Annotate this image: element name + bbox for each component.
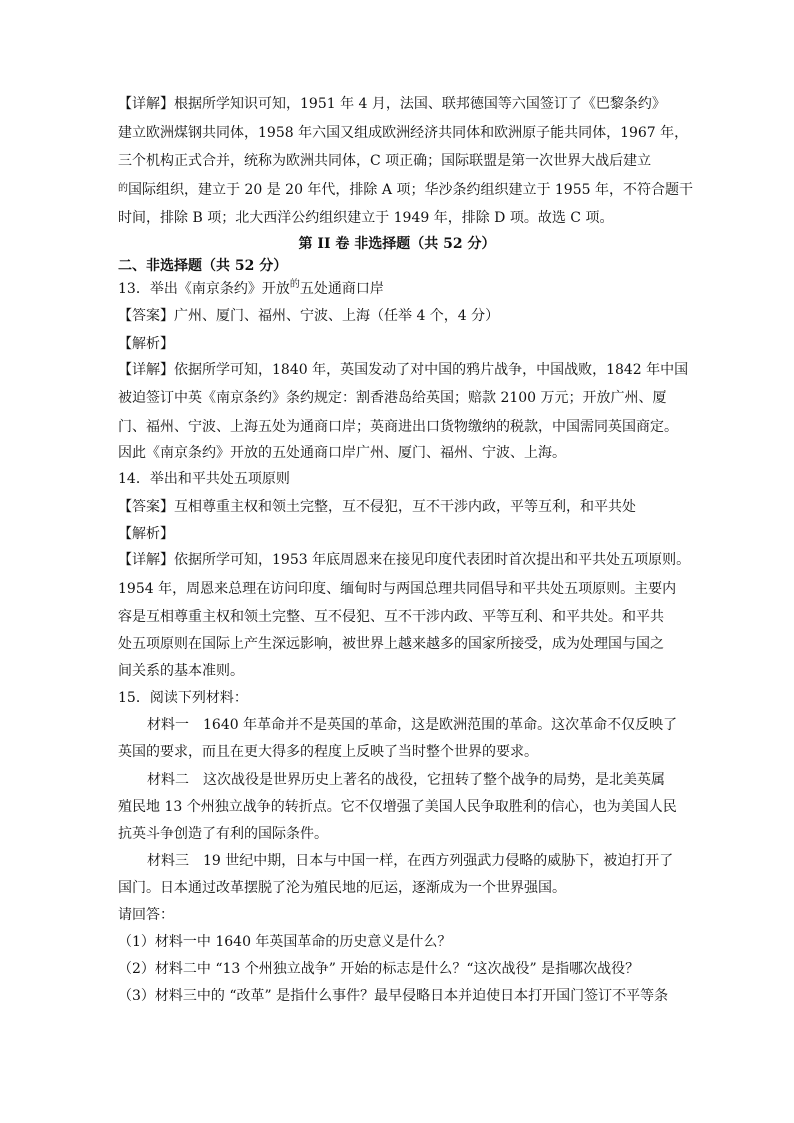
q12-detail-line-2: 建立欧洲煤钢共同体，1958 年六国又组成欧洲经济共同体和欧洲原子能共同体，1967 年， [118, 125, 689, 141]
q13-question [118, 279, 684, 301]
q14-analysis: 【解析】 [118, 526, 174, 542]
q13-question-post: 五处通商口岸 [299, 281, 384, 297]
q15-sub-question-3: （3）材料三中的 “改革” 是指什么事件？最早侵略日本并迫使日本打开国门签订不平等条 [118, 988, 669, 1004]
q15-material3-line-2: 国门。日本通过改革摆脱了沦为殖民地的厄运，逐渐成为一个世界强国。 [118, 880, 566, 896]
q13-detail-line-3: 门、福州、宁波、上海五处为通商口岸；英商进出口货物缴纳的税款，中国需同英国商定。 [118, 419, 678, 435]
q15-sub-question-1: （1）材料一中 1640 年英国革命的历史意义是什么？ [118, 934, 452, 950]
q12-detail-line-3: 三个机构正式合并，统称为欧洲共同体，C 项正确；国际联盟是第一次世界大战后建立 [118, 153, 652, 169]
q14-answer: 【答案】互相尊重主权和领土完整，互不侵犯，互不干涉内政，平等互利，和平共处 [118, 499, 636, 515]
q14-detail-line-3: 容是互相尊重主权和领土完整、互不侵犯、互不干涉内政、平等互利、和平共处。和平共 [118, 609, 664, 625]
q15-material1-line-2: 英国的要求，而且在更大得多的程度上反映了当时整个世界的要求。 [118, 744, 538, 760]
q13-answer: 【答案】广州、厦门、福州、宁波、上海（任举 4 个，4 分） [118, 308, 500, 324]
q12-detail-line-5: 时间，排除 B 项；北大西洋公约组织建立于 1949 年，排除 D 项。故选 C 项。 [118, 210, 614, 226]
q12-detail-line-1: 【详解】根据所学知识可知，1951 年 4 月，法国、联邦德国等六国签订了《巴黎条约》 [118, 96, 666, 112]
small-de-char: 的 [118, 183, 128, 194]
q15-material2-line-2: 殖民地 13 个州独立战争的转折点。它不仅增强了美国人民争取胜利的信心，也为美国人民 [118, 799, 677, 815]
q15-material3-line-1: 材料三 19 世纪中期，日本与中国一样，在西方列强武力侵略的威胁下，被迫打开了 [147, 853, 674, 869]
q15-material2-line-3: 抗英斗争创造了有利的国际条件。 [118, 826, 328, 842]
q15-material1-line-1: 材料一 1640 年革命并不是英国的革命，这是欧洲范围的革命。这次革命不仅反映了 [147, 717, 678, 733]
q13-detail-line-1: 【详解】依据所学可知，1840 年，英国发动了对中国的鸦片战争，中国战败，1842 年中国 [118, 362, 689, 378]
q14-question: 14．举出和平共处五项原则 [118, 471, 290, 487]
q14-detail-line-1: 【详解】依据所学可知，1953 年底周恩来在接见印度代表团时首次提出和平共处五项原则。 [118, 552, 691, 568]
q13-question-pre: 13．举出《南京条约》开放 [118, 281, 290, 297]
q13-small-de: 的 [289, 279, 300, 290]
q14-detail-line-4: 处五项原则在国际上产生深远影响，被世界上越来越多的国家所接受，成为处理国与国之 [118, 636, 664, 652]
section-title: 第 II 卷 非选择题（共 52 分） [298, 236, 496, 252]
q15-material2-line-1: 材料二 这次战役是世界历史上著名的战役，它扭转了整个战争的局势，是北美英属 [147, 772, 665, 788]
q13-detail-line-2: 被迫签订中英《南京条约》条约规定：割香港岛给英国；赔款 2100 万元；开放广州、厦 [118, 390, 667, 406]
q12-detail-line-4 [118, 180, 693, 202]
q12-detail-line-4-text: 国际组织，建立于 20 是 20 年代，排除 A 项；华沙条约组织建立于 1955 年，不符合题干 [128, 182, 693, 198]
q13-analysis: 【解析】 [118, 336, 174, 352]
q13-detail-line-4: 因此《南京条约》开放的五处通商口岸广州、厦门、福州、宁波、上海。 [118, 445, 566, 461]
q15-sub-question-2: （2）材料二中 “13 个州独立战争” 开始的标志是什么？“这次战役” 是指哪次战役？ [118, 961, 640, 977]
q14-detail-line-2: 1954 年，周恩来总理在访问印度、缅甸时与两国总理共同倡导和平共处五项原则。主要内 [118, 581, 677, 597]
section-heading: 二、非选择题（共 52 分） [118, 258, 288, 274]
q15-prompt: 请回答： [118, 907, 174, 923]
q14-detail-line-5: 间关系的基本准则。 [118, 663, 244, 679]
q15-question: 15．阅读下列材料： [118, 690, 248, 706]
